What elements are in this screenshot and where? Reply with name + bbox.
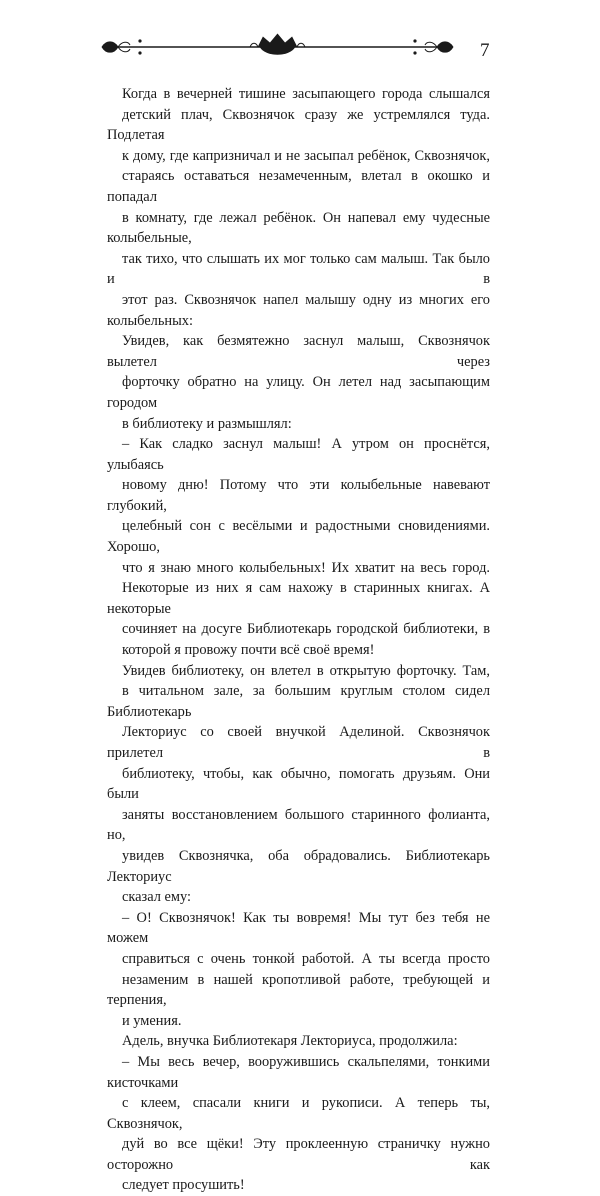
text-line: так тихо, что слышать их мог только сам малыш. Так было и в xyxy=(107,250,490,288)
text-line: в комнату, где лежал ребёнок. Он напевал ему чудесные колыбельные, xyxy=(107,209,490,247)
text-line: детский плач, Сквознячок сразу же устремлялся туда. Подлетая xyxy=(107,106,490,144)
text-line: – Мы весь вечер, вооружившись скальпелями, тонкими кисточками xyxy=(107,1053,490,1091)
page-header xyxy=(0,0,600,80)
body-text xyxy=(107,84,490,1196)
text-line: форточку обратно на улицу. Он летел над засыпающим городом xyxy=(107,374,490,411)
text-line: заняты восстановлением большого старинного фолианта, но, xyxy=(107,806,490,844)
text-line: которой я провожу почти всё своё время! xyxy=(122,642,375,659)
text-line: сочиняет на досуге Библиотекарь городской библиотеки, в xyxy=(122,621,490,638)
text-line: Лекториус со своей внучкой Аделиной. Сквознячок прилетел в xyxy=(107,724,490,761)
text-line: Увидев библиотеку, он влетел в открытую форточку. Там, xyxy=(122,662,490,679)
text-line: Когда в вечерней тишине засыпающего города слышался xyxy=(122,86,490,102)
text-line: этот раз. Сквознячок напел малышу одну из многих его колыбельных: xyxy=(107,291,490,329)
text-line: целебный сон с весёлыми и радостными сновидениями. Хорошо, xyxy=(107,518,490,556)
text-line: в библиотеку и размышлял: xyxy=(122,415,292,432)
text-line: – Как сладко заснул малыш! А утром он проснётся, улыбаясь xyxy=(107,436,490,473)
text-line: что я знаю много колыбельных! Их хватит на весь город. xyxy=(122,559,490,576)
text-line: стараясь оставаться незамеченным, влетал в окошко и попадал xyxy=(107,168,490,205)
text-line: незаменим в нашей кропотливой работе, требующей и терпения, xyxy=(107,971,490,1009)
text-line: – О! Сквознячок! Как ты вовремя! Мы тут без тебя не можем xyxy=(107,909,490,947)
page-number: 7 xyxy=(480,40,490,61)
text-line: сказал ему: xyxy=(122,889,192,906)
text-line: к дому, где капризничал и не засыпал ребёнок, Сквознячок, xyxy=(122,147,490,164)
text-line: Адель, внучка Библиотекаря Лекториуса, продолжила: xyxy=(122,1033,458,1050)
text-line: следует просушить! xyxy=(122,1177,245,1194)
text-line: Увидев, как безмятежно заснул малыш, Сквознячок вылетел через xyxy=(107,333,490,370)
text-line: и умения. xyxy=(122,1012,182,1029)
text-line: новому дню! Потому что эти колыбельные навевают глубокий, xyxy=(107,477,490,514)
text-line: Некоторые из них я сам нахожу в старинных книгах. А некоторые xyxy=(107,580,490,617)
decorative-divider-ornament xyxy=(100,32,455,62)
text-line: дуй во все щёки! Эту проклеенную страничку нужно осторожно как xyxy=(107,1136,490,1173)
text-line: с клеем, спасали книги и рукописи. А теперь ты, Сквознячок, xyxy=(107,1095,490,1132)
text-line: в читальном зале, за большим круглым столом сидел Библиотекарь xyxy=(107,683,490,720)
text-line: справиться с очень тонкой работой. А ты всегда просто xyxy=(122,950,490,967)
text-line: увидев Сквознячка, оба обрадовались. Библиотекарь Лекториус xyxy=(107,847,490,885)
text-line: библиотеку, чтобы, как обычно, помогать друзьям. Они были xyxy=(107,765,490,803)
